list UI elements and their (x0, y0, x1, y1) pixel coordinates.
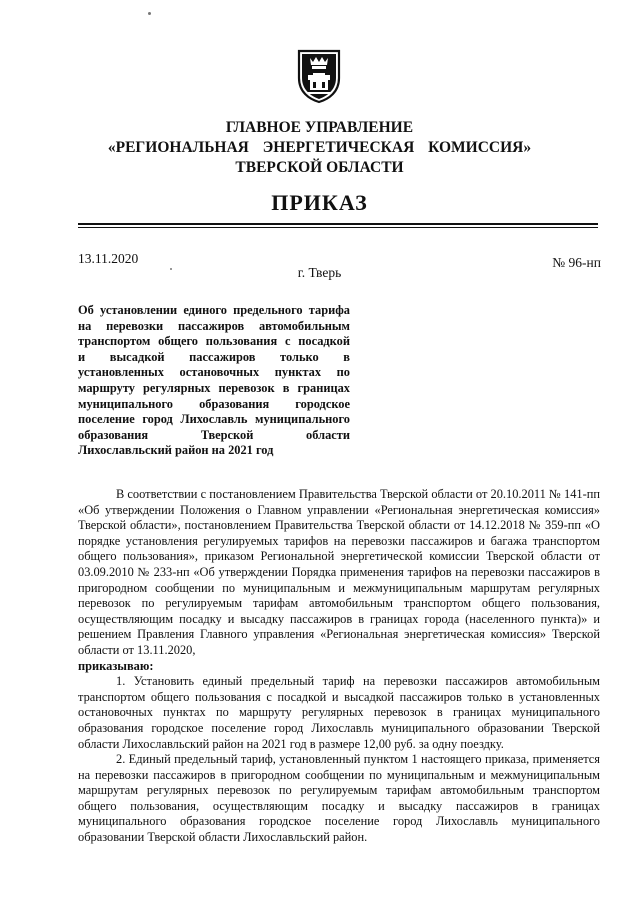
order-date: 13.11.2020 (78, 251, 139, 266)
divider-thin (78, 227, 598, 228)
preamble-paragraph: В соответствии с постановлением Правительства Тверской области от 20.10.2011 № 141-пп «Об утверждении Положения о Главном управлении «Региональная энергетическая комиссия» Тверской области», постановлением Правительства Тверской области от 14.12.2018 № 359-пп «О порядке установления регулируемых тарифов на перевозки пассажиров и багажа транспортом общего пользования», приказом Региональной энергетической комиссии Тверской области от 03.09.2010 № 233-нп «Об утверждении Порядка применения тарифов на перевозки пассажиров в пригородном сообщении по муниципальным и межмуниципальным маршрутам регулярных перевозок по регулируемым тарифам автомобильным транспортом общего пользования, осуществляющим посадку и высадку пассажиров в границах города (населенного пункта)» и решением Правления Главного управления «Региональная энергетическая комиссия» Тверской области от 13.11.2020, (78, 487, 600, 657)
subject-line: установленных остановочных пунктах по (78, 365, 350, 380)
subject-line: на перевозки пассажиров автомобильным (78, 318, 350, 333)
scan-speck (170, 268, 172, 270)
subject-line: образования Тверской области (78, 427, 350, 442)
issuer-line-3: ТВЕРСКОЙ ОБЛАСТИ (235, 159, 404, 176)
order-number: № 96-нп (552, 255, 601, 270)
orders-word: приказываю: (78, 658, 154, 673)
clause-2: 2. Единый предельный тариф, установленный пунктом 1 настоящего приказа, применяется на перевозки пассажиров в пригородном сообщении по муниципальным и межмуниципальным маршрутам регулярных перевозок по регулируемым тарифам автомобильным транспортом общего пользования, осуществляющим посадку и высадку пассажиров в границах муниципального образования городское поселение город Лихославль муниципального образовании Тверской области Лихославльский район. (78, 752, 600, 845)
divider-thick (78, 223, 598, 225)
subject-line: муниципального образования городское (78, 396, 350, 411)
clause-1: 1. Установить единый предельный тариф на перевозки пассажиров автомобильным транспортом общего пользования с посадкой и высадкой пассажиров только в установленных остановочных пунктах по маршруту регулярных перевозок в границах муниципального образования городское поселение город Лихославль муниципального образовании Тверской области Лихославльский район на 2021 год в размере 12,00 руб. за одну поездку. (78, 674, 600, 751)
scan-speck (148, 12, 151, 15)
subject-line: поселение город Лихославль муниципального (78, 412, 350, 427)
order-subject (78, 303, 350, 459)
order-city: г. Тверь (297, 265, 342, 280)
tver-coat-of-arms-icon (296, 48, 342, 104)
order-body (78, 487, 600, 846)
document-title: ПРИКАЗ (271, 190, 368, 215)
subject-line: маршруту регулярных перевозок в границах (78, 380, 350, 395)
subject-line: Лихославльский район на 2021 год (78, 443, 274, 458)
subject-line: и высадкой пассажиров только в (78, 349, 350, 364)
subject-line: Об установлении единого предельного тарифа (78, 303, 350, 317)
issuer-line-2: «РЕГИОНАЛЬНАЯ ЭНЕРГЕТИЧЕСКАЯ КОМИССИЯ» (107, 139, 532, 156)
subject-line: транспортом общего пользования с посадкой (78, 334, 350, 349)
issuer-line-1: ГЛАВНОЕ УПРАВЛЕНИЕ (225, 119, 414, 136)
issuer-header (0, 118, 639, 178)
